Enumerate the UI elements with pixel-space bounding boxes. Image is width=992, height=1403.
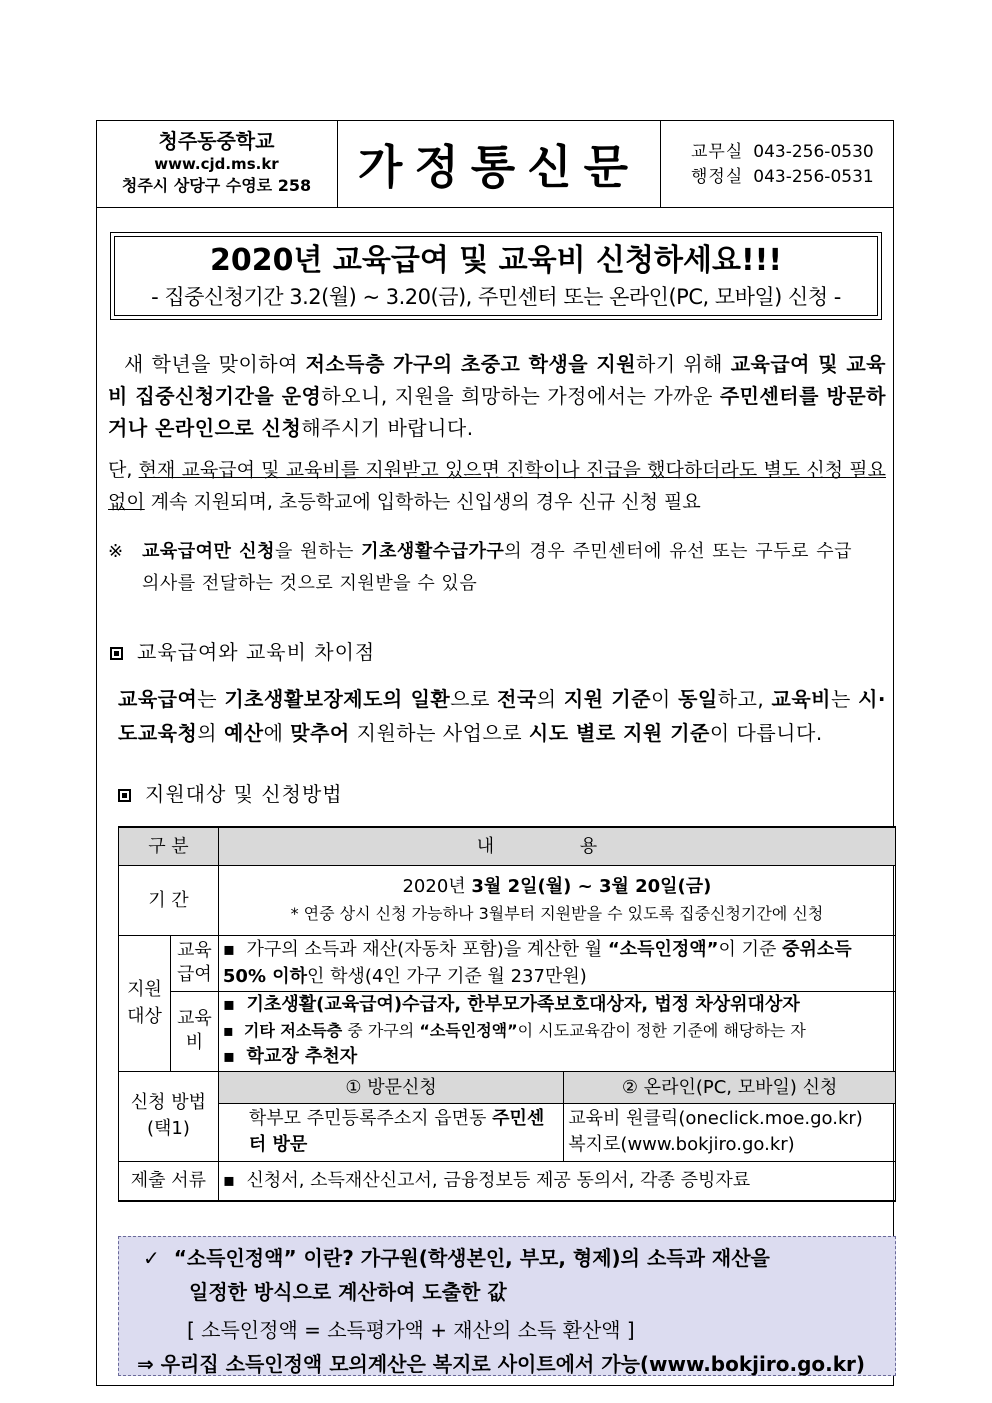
- eligibility-table: [118, 826, 896, 1202]
- school-name: 청주동중학교: [158, 129, 275, 153]
- income-note-box: [118, 1236, 896, 1376]
- edu-cost-content: ▪ 기초생활(교육급여)수급자, 한부모가족보호대상자, 법정 차상위대상자 ▪ 기타 저소득층 중 가구의 “소득인정액”이 시도교육감이 정한 기준에 해당하는 자 ▪ 학교장 추천자: [218, 991, 895, 1071]
- continuation-paragraph: 단, 현재 교육급여 및 교육비를 지원받고 있으면 진학이나 진급을 했다하더라도 별도 신청 필요없이 계속 지원되며, 초등학교에 입학하는 신입생의 경우 신규 신청 필요: [108, 459, 886, 513]
- docs-content: ▪ 신청서, 소득재산신고서, 금융정보등 제공 동의서, 각종 증빙자료: [218, 1161, 895, 1201]
- edu-benefit-content: ▪ 가구의 소득과 재산(자동차 포함)을 계산한 월 “소득인정액”이 기준 중위소득 50% 이하인 학생(4인 가구 기준 월 237만원): [218, 935, 895, 991]
- period-content: 2020년 3월 2일(월) ~ 3월 20일(금) * 연중 상시 신청 가능하나 3월부터 지원받을 수 있도록 집중신청기간에 신청: [218, 865, 895, 935]
- edu-cost-label: 교육 비: [170, 991, 218, 1071]
- office2-phone: 043-256-0531: [753, 167, 874, 187]
- main-title: 2020년 교육급여 및 교육비 신청하세요!!!: [209, 243, 783, 278]
- arrow-icon: ⇒: [137, 1352, 154, 1376]
- title-box: [110, 232, 882, 320]
- school-info: [96, 120, 338, 207]
- sub-title: - 집중신청기간 3.2(월) ~ 3.20(금), 주민센터 또는 온라인(PC, 모바일) 신청 -: [151, 285, 841, 309]
- note-paragraph: ※ 교육급여만 신청을 원하는 기초생활수급가구의 경우 주민센터에 유선 또는 구두로 수급의사를 전달하는 것으로 지원받을 수 있음: [108, 541, 853, 594]
- square-bullet-icon: [118, 789, 131, 802]
- method1-header: ① 방문신청: [218, 1071, 563, 1103]
- note-line2: 일정한 방식으로 계산하여 도출한 값: [189, 1280, 507, 1304]
- contact-info: [661, 120, 894, 207]
- difference-paragraph: 교육급여는 기초생활보장제도의 일환으로 전국의 지원 기준이 동일하고, 교육비는 시·도교육청의 예산에 맞추어 지원하는 사업으로 시도 별로 지원 기준이 다릅니다.: [118, 687, 886, 745]
- method2-content: 교육비 원클릭(oneclick.moe.go.kr) 복지로(www.bokjiro.go.kr): [564, 1103, 896, 1161]
- square-bullet-icon: [110, 647, 123, 660]
- header-category: 구 분: [119, 827, 219, 865]
- method2-header: ② 온라인(PC, 모바일) 신청: [564, 1071, 896, 1103]
- office2-label: 행정실: [691, 167, 744, 187]
- edu-benefit-label: 교육 급여: [170, 935, 218, 991]
- period-label: 기 간: [119, 865, 219, 935]
- school-address: 청주시 상당구 수영로 258: [121, 176, 312, 195]
- target-label: 지원 대상: [119, 935, 171, 1071]
- check-icon: ✓: [143, 1246, 160, 1270]
- note-line1: ✓ “소득인정액” 이란? 가구원(학생본인, 부모, 형제)의 소득과 재산을: [143, 1246, 770, 1270]
- method-label: 신청 방법 (택1): [119, 1071, 219, 1161]
- section-heading-difference: 교육급여와 교육비 차이점: [110, 636, 375, 665]
- note-formula: [ 소득인정액 = 소득평가액 + 재산의 소득 환산액 ]: [187, 1318, 635, 1342]
- school-website: www.cjd.ms.kr: [154, 155, 279, 173]
- header-content: 내 용: [218, 827, 895, 865]
- intro-paragraph: 새 학년을 맞이하여 저소득층 가구의 초중고 학생을 지원하기 위해 교육급여 및 교육비 집중신청기간을 운영하오니, 지원을 희망하는 가정에서는 가까운 주민센터를 방문하거나 온라인으로 신청해주시기 바랍니다.: [108, 352, 886, 440]
- section-heading-eligibility: 지원대상 및 신청방법: [118, 778, 343, 807]
- note-line4: ⇒ 우리집 소득인정액 모의계산은 복지로 사이트에서 가능(www.bokjiro.go.kr): [137, 1352, 866, 1376]
- office1-label: 교무실: [691, 142, 744, 162]
- docs-label: 제출 서류: [119, 1161, 219, 1201]
- method1-content: 학부모 주민등록주소지 읍면동 주민센터 방문: [218, 1103, 563, 1161]
- office1-phone: 043-256-0530: [753, 142, 874, 162]
- newsletter-title: 가정통신문: [338, 120, 661, 207]
- newsletter-header: [96, 120, 894, 208]
